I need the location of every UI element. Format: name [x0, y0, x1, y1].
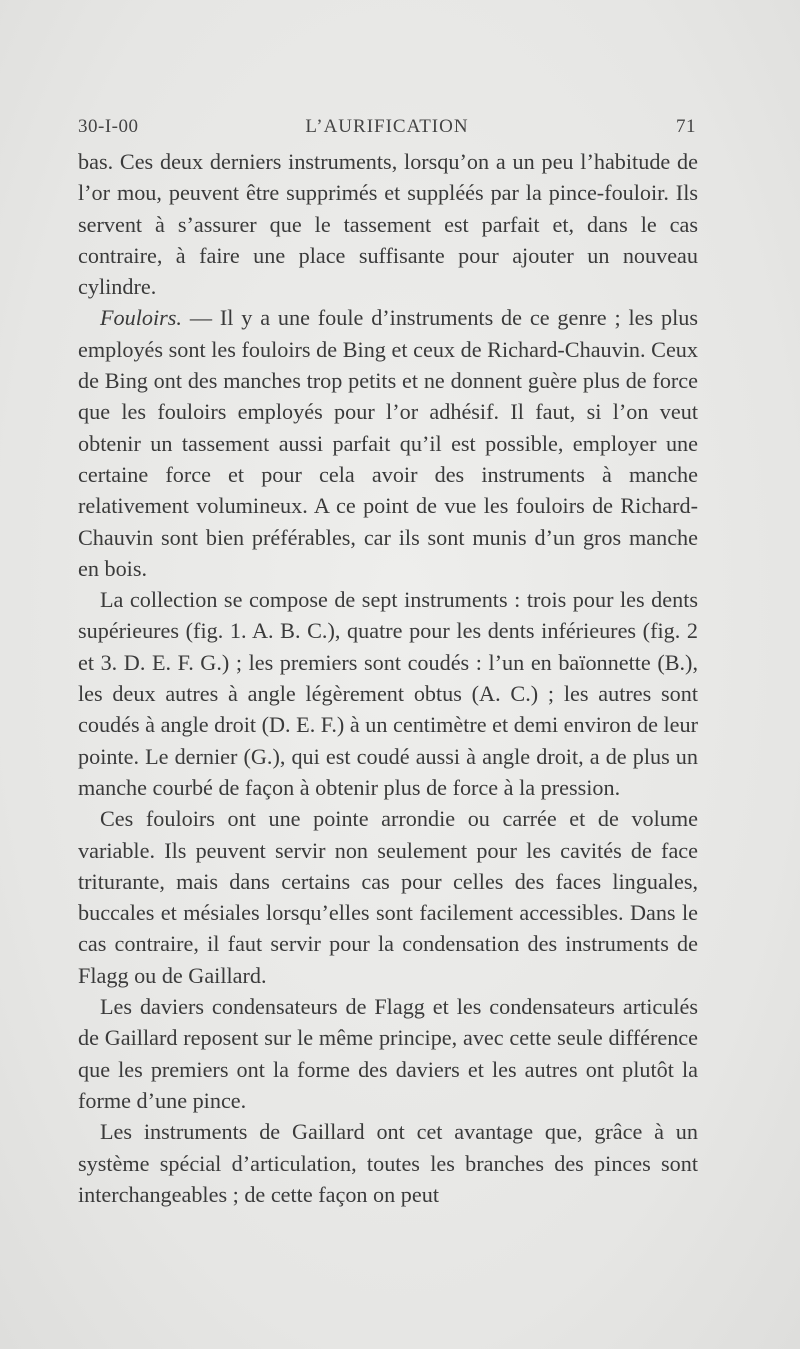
paragraph-2: [78, 302, 698, 584]
page-number: 71: [676, 116, 696, 137]
header-title: L’AURIFICATION: [305, 116, 469, 137]
book-page: [78, 116, 698, 1210]
running-header: [78, 116, 698, 144]
paragraph-3: La collection se compose de sept instruments : trois pour les dents supérieures (fig. 1. A. B. C.), quatre pour les dents inférieures (fig. 2 et 3. D. E. F. G.) ; les premiers sont coudés : l’un en baïonnette (B.), les deux autres à angle légèrement obtus (A. C.) ; les autres sont coudés à angle droit (D. E. F.) à un centimètre et demi environ de leur pointe. Le dernier (G.), qui est coudé aussi à angle droit, a de plus un manche courbé de façon à obtenir plus de force à la pression.: [78, 587, 698, 800]
paragraph-6: Les instruments de Gaillard ont cet avantage que, grâce à un système spécial d’articulation, toutes les branches des pinces sont interchangeables ; de cette façon on peut: [78, 1119, 698, 1207]
paragraph-2-text: — Il y a une foule d’instruments de ce genre ; les plus employés sont les fouloirs de Bing et ceux de Richard-Chauvin. Ceux de Bing ont des manches trop petits et ne donnent guère plus de force que les fouloirs employés pour l’or adhésif. Il faut, si l’on veut obtenir un tassement aussi parfait qu’il est possible, employer une certaine force et pour cela avoir des instruments à manche relativement volumineux. A ce point de vue les fouloirs de Richard-Chauvin sont bien préférables, car ils sont munis d’un gros manche en bois.: [78, 305, 698, 581]
header-date: 30-I-00: [78, 116, 139, 137]
paragraph-4: Ces fouloirs ont une pointe arrondie ou carrée et de volume variable. Ils peuvent servir non seulement pour les cavités de face triturante, mais dans certains cas pour celles des faces linguales, buccales et mésiales lorsqu’elles sont facilement accessibles. Dans le cas contraire, il faut servir pour la condensation des instruments de Flagg ou de Gaillard.: [78, 806, 698, 988]
section-heading-fouloirs: Fouloirs.: [100, 305, 182, 331]
paragraph-5: Les daviers condensateurs de Flagg et les condensateurs articulés de Gaillard reposent sur le même principe, avec cette seule différence que les premiers ont la forme des daviers et les autres ont plutôt la forme d’une pince.: [78, 994, 698, 1113]
paragraph-1: bas. Ces deux derniers instruments, lorsqu’on a un peu l’habitude de l’or mou, peuvent être supprimés et suppléés par la pince-fouloir. Ils servent à s’assurer que le tassement est parfait et, dans le cas contraire, à faire une place suffisante pour ajouter un nouveau cylindre.: [78, 149, 698, 300]
body-text: [78, 146, 698, 1210]
